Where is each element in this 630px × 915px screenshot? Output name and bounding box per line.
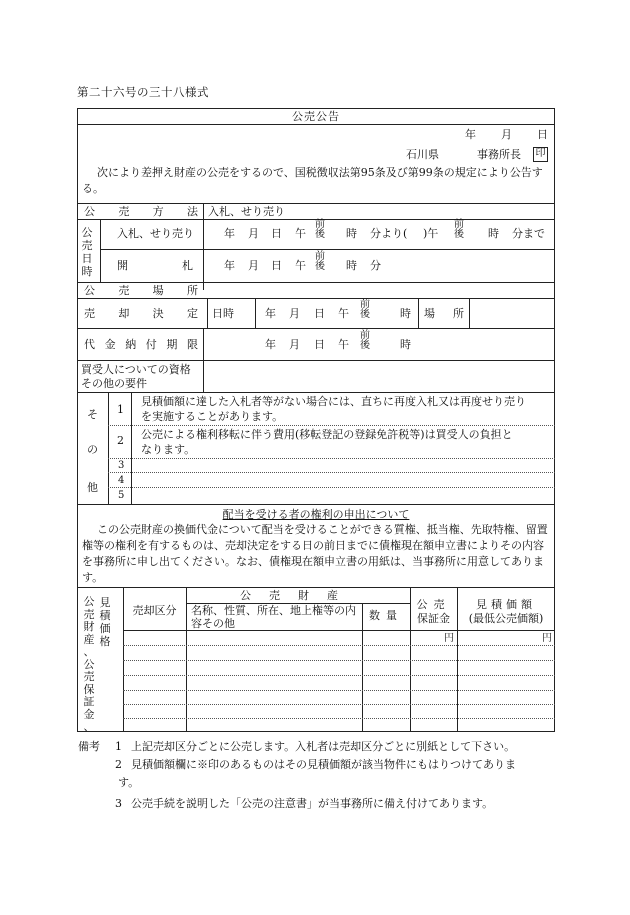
s1-ampm: 午 [295,227,306,240]
other-item-1-text2: を実施することがあります。 [141,410,284,423]
form-number: 第二十六号の三十八様式 [77,85,209,99]
col-zaisan: 公売財産 [240,589,356,602]
buyer-qual-line2: その他の要件 [81,377,147,390]
other-item-4-no: 4 [118,475,125,486]
issuer-office: 事務所長 [477,148,521,161]
other-item-1-no: 1 [117,403,124,416]
s1-hour: 時 [346,227,357,240]
note-3-text: 公売手続を説明した「公売の注意書」が当事務所に備え付けてあります。 [131,797,494,810]
pay-month: 月 [289,338,300,351]
note-1-text: 上記売却区分ごとに公売します。入札者は売却区分ごとに別紙として下さい。 [131,740,516,753]
date-day: 日 [537,128,548,141]
s1-min-from: 分より( [370,227,408,240]
other-label-1: そ [87,408,98,421]
s1-paren: )午 [423,227,439,240]
unit-yen-estimate: 円 [542,633,552,644]
s1-zengo: 前 後 [315,219,325,240]
col-kubun: 売却区分 [132,604,177,617]
s1-zengo2: 前 後 [454,219,464,240]
col-estimate-1: 見積価額 [476,598,536,611]
pay-hour: 時 [400,338,411,351]
s1-hour2: 時 [488,227,499,240]
schedule-label: 公 売 日 時 [81,226,93,278]
pay-year: 年 [265,338,276,351]
other-item-3-no: 3 [118,460,125,471]
other-label-3: 他 [87,481,98,494]
col-deposit-2: 保証金 [417,612,450,625]
other-item-5-no: 5 [118,490,125,501]
s1-day: 日 [271,227,282,240]
claims-body: この公売財産の換価代金について配当を受けることができる質権、抵当権、先取特権、留置権等の権利を有するものは、売却決定をする日の前日までに債権現在額申立書によりその内容を事務所に申し出てください。なお、債権現在額申立書の用紙は、当事務所に用意してあります。 [82,523,548,584]
note-2-text2: す。 [118,776,140,789]
place-label: 公 売 場 所 [84,284,198,297]
dec-day: 日 [314,307,325,320]
s2-hour: 時 [346,259,357,272]
col-deposit-1: 公売 [416,598,451,611]
pay-zengo: 前 後 [360,330,370,351]
notice-title: 公売公告 [292,110,340,123]
other-item-2-text2: なります。 [141,443,196,456]
s2-month: 月 [248,259,259,272]
dec-ampm: 午 [338,307,349,320]
col-estimate-2: (最低公売価額) [468,612,544,625]
col-qty: 数量 [369,609,403,622]
note-2-text: 見積価額欄に※印のあるものはその見積価額が該当物件にもはりつけてありま [131,758,516,771]
issuer-prefecture: 石川県 [406,148,439,161]
s2-day: 日 [271,259,282,272]
table-side-label-b: 見 積 価 格 [99,596,111,648]
other-item-2-no: 2 [117,434,124,447]
buyer-qual-line1: 買受人についての資格 [81,363,191,376]
s2-ampm: 午 [295,259,306,272]
intro-text: 次により差押え財産の公売をするので、国税徴収法第95条及び第99条の規定により公告する。 [82,166,543,195]
s1-min-to: 分まで [512,227,545,240]
method-label: 公 売 方 法 [84,205,198,218]
decision-label: 売 却 決 定 [84,307,198,320]
note-1-no: 1 [115,740,122,753]
note-3-no: 3 [115,797,122,810]
note-2-no: 2 [115,758,122,771]
date-year: 年 [465,128,476,141]
col-detail: 名称、性質、所在、地上権等の内容その他 [191,604,356,630]
schedule-row1-label: 入札、せり売り [117,227,194,240]
table-side-label-a: 公 売 財 産 、 公 売 保 証 金 、 [83,595,95,733]
dec-zengo: 前 後 [360,299,370,320]
date-month: 月 [501,128,512,141]
pay-day: 日 [314,338,325,351]
s1-year: 年 [224,227,235,240]
other-label-2: の [87,443,98,456]
claims-title: 配当を受ける者の権利の申出について [222,508,410,521]
dec-month: 月 [289,307,300,320]
unit-yen-deposit: 円 [444,633,454,644]
method-value: 入札、せり売り [208,205,285,218]
other-item-2-text: 公売による権利移転に伴う費用(移転登記の登録免許税等)は買受人の負担と [141,428,513,441]
s2-min: 分 [370,259,381,272]
other-item-1-text: 見積価額に達した入札者等がない場合には、直ちに再度入札又は再度せり売り [141,395,526,408]
dec-year: 年 [265,307,276,320]
dec-hour: 時 [400,307,411,320]
payment-label: 代 金 納 付 期 限 [84,338,198,351]
s2-year: 年 [224,259,235,272]
seal-mark: 印 [533,147,548,162]
notes-label: 備考 [78,740,100,753]
pay-ampm: 午 [338,338,349,351]
s1-month: 月 [248,227,259,240]
s2-zengo: 前 後 [315,251,325,272]
